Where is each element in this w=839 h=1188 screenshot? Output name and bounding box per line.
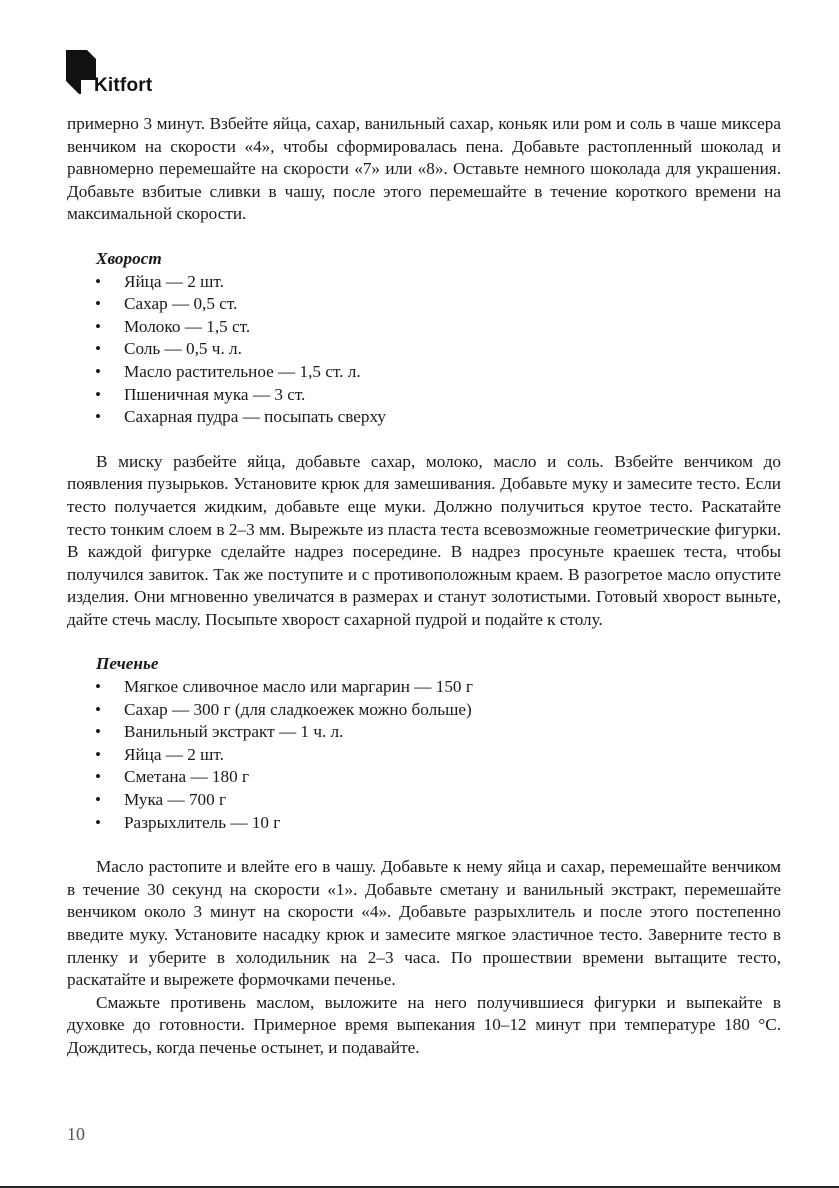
ingredient-item: • Масло растительное — 1,5 ст. л. xyxy=(67,361,781,384)
bullet-icon: • xyxy=(95,790,102,810)
intro-paragraph: примерно 3 минут. Взбейте яйца, сахар, ванильный сахар, коньяк или ром и соль в чаше миксера венчиком на скорости «4», чтобы сформировалась пена. Добавьте растопленный шоколад и равномерно перемешайте на скорости «7» или «8». Оставьте немного шоколада для украшения. Добавьте взбитые сливки в чашу, после этого перемешайте в течение короткого времени на максимальной скорости. xyxy=(67,114,781,224)
recipe-instructions: В миску разбейте яйца, добавьте сахар, молоко, масло и соль. Взбейте венчиком до появления пузырьков. Установите крюк для замешивания. Добавьте муку и замесите тесто. Если тесто получается жидким, добавьте еще муки. Должно получиться крутое тесто. Раскатайте тесто тонким слоем в 2–3 мм. Вырежьте из пласта теста всевозможные геометрические фигурки. В каждой фигурке сделайте надрез посередине. В надрез просуньте краешек теста, чтобы получился завиток. Так же поступите и с противоположным краем. В разогретое масло опустите изделия. Они мгновенно увеличатся в размерах и станут золотистыми. Готовый хворост выньте, дайте стечь маслу. Посыпьте хворост сахарной пудрой и подайте к столу. xyxy=(67,451,781,629)
bullet-icon: • xyxy=(95,722,102,742)
bullet-icon: • xyxy=(95,767,102,787)
recipe-instructions: Масло растопите и влейте его в чашу. Добавьте к нему яйца и сахар, перемешайте венчиком в течение 30 секунд на скорости «1». Добавьте сметану и ванильный экстракт, перемешайте венчиком около 3 минут на скорости «4». Добавьте разрыхлитель и после этого постепенно введите муку. Установите насадку крюк и замесите мягкое эластичное тесто. Заверните тесто в пленку и уберите в холодильник на 2–3 часа. По прошествии времени вытащите тесто, раскатайте и вырежете формочками печенье. xyxy=(67,857,781,990)
ingredient-item: • Разрыхлитель — 10 г xyxy=(67,812,781,835)
bullet-icon: • xyxy=(95,271,102,291)
ingredient-item: • Мягкое сливочное масло или маргарин — 150 г xyxy=(67,676,781,699)
ingredient-item: • Сметана — 180 г xyxy=(67,766,781,789)
recipe-pechenye xyxy=(67,653,781,1059)
bullet-icon: • xyxy=(95,294,102,314)
bullet-icon: • xyxy=(95,384,102,404)
bullet-icon: • xyxy=(95,339,102,359)
recipe-title: Хворост xyxy=(96,248,162,268)
ingredient-item: • Ванильный экстракт — 1 ч. л. xyxy=(67,721,781,744)
brand-name: Kitfort xyxy=(94,75,153,96)
bullet-icon: • xyxy=(95,699,102,719)
bullet-icon: • xyxy=(95,316,102,336)
bullet-icon: • xyxy=(95,677,102,697)
ingredient-item: • Яйца — 2 шт. xyxy=(67,271,781,294)
recipe-instructions: Смажьте противень маслом, выложите на него получившиеся фигурки и выпекайте в духовке до готовности. Примерное время выпекания 10–12 минут при температуре 180 °C. Дождитесь, когда печенье остынет, и подавайте. xyxy=(67,992,781,1057)
bullet-icon: • xyxy=(95,361,102,381)
kitfort-logo xyxy=(66,50,166,100)
ingredient-item: • Яйца — 2 шт. xyxy=(67,744,781,767)
ingredient-item: • Мука — 700 г xyxy=(67,789,781,812)
ingredient-item: • Сахарная пудра — посыпать сверху xyxy=(67,406,781,429)
bullet-icon: • xyxy=(95,407,102,427)
recipe-khvorost xyxy=(67,248,781,632)
bullet-icon: • xyxy=(95,812,102,832)
ingredient-item: • Соль — 0,5 ч. л. xyxy=(67,338,781,361)
page-number: 10 xyxy=(67,1124,85,1144)
ingredient-item: • Сахар — 0,5 ст. xyxy=(67,293,781,316)
ingredient-item: • Пшеничная мука — 3 ст. xyxy=(67,384,781,407)
kitfort-logo-mark-icon xyxy=(66,50,96,94)
recipe-title: Печенье xyxy=(96,654,159,674)
ingredient-item: • Молоко — 1,5 ст. xyxy=(67,316,781,339)
ingredient-item: • Сахар — 300 г (для сладкоежек можно больше) xyxy=(67,699,781,722)
ingredient-list xyxy=(67,676,781,834)
bullet-icon: • xyxy=(95,744,102,764)
page-content xyxy=(67,113,781,1060)
ingredient-list xyxy=(67,271,781,429)
